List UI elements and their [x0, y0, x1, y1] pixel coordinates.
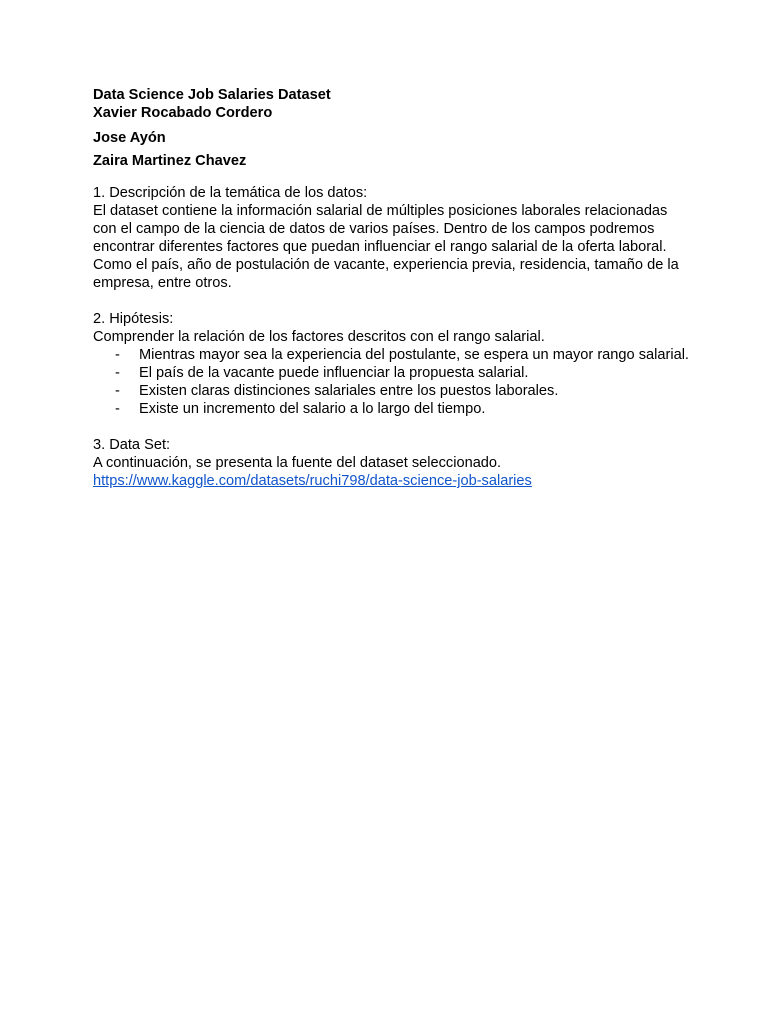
section-description [93, 184, 693, 292]
paragraph-line: encontrar diferentes factores que puedan influenciar el rango salarial de la oferta laboral. [93, 239, 667, 255]
section-intro: A continuación, se presenta la fuente del dataset seleccionado. [93, 455, 502, 471]
list-item [93, 400, 693, 418]
paragraph-line: Como el país, año de postulación de vacante, experiencia previa, residencia, tamaño de la [93, 257, 679, 273]
bullet-marker: - [115, 347, 120, 363]
paragraph-line: El dataset contiene la información salarial de múltiples posiciones laborales relacionadas [93, 203, 668, 219]
author-name: Zaira Martinez Chavez [93, 153, 247, 169]
section-hypothesis [93, 310, 693, 418]
list-item [93, 364, 693, 382]
dataset-link[interactable]: https://www.kaggle.com/datasets/ruchi798/data-science-job-salaries [93, 473, 532, 489]
section-intro: Comprender la relación de los factores descritos con el rango salarial. [93, 329, 545, 345]
list-item-text: Existe un incremento del salario a lo largo del tiempo. [139, 401, 486, 417]
paragraph-line: con el campo de la ciencia de datos de varios países. Dentro de los campos podremos [93, 221, 655, 237]
list-item-text: El país de la vacante puede influenciar la propuesta salarial. [139, 365, 529, 381]
bullet-marker: - [115, 383, 120, 399]
dataset-link-line [93, 472, 693, 490]
bullet-marker: - [115, 365, 120, 381]
section-heading: 1. Descripción de la temática de los datos: [93, 185, 368, 201]
document-title: Data Science Job Salaries Dataset [93, 87, 331, 103]
document-page [93, 86, 693, 490]
section-dataset [93, 436, 693, 490]
list-item-text: Mientras mayor sea la experiencia del postulante, se espera un mayor rango salarial. [139, 347, 689, 363]
list-item [93, 346, 693, 364]
hypothesis-list [93, 346, 693, 418]
document-header [93, 86, 693, 170]
section-heading: 2. Hipótesis: [93, 311, 174, 327]
author-name: Xavier Rocabado Cordero [93, 105, 273, 121]
list-item [93, 382, 693, 400]
list-item-text: Existen claras distinciones salariales entre los puestos laborales. [139, 383, 559, 399]
section-heading: 3. Data Set: [93, 437, 171, 453]
paragraph-line: empresa, entre otros. [93, 275, 232, 291]
bullet-marker: - [115, 401, 120, 417]
author-name: Jose Ayón [93, 130, 166, 146]
